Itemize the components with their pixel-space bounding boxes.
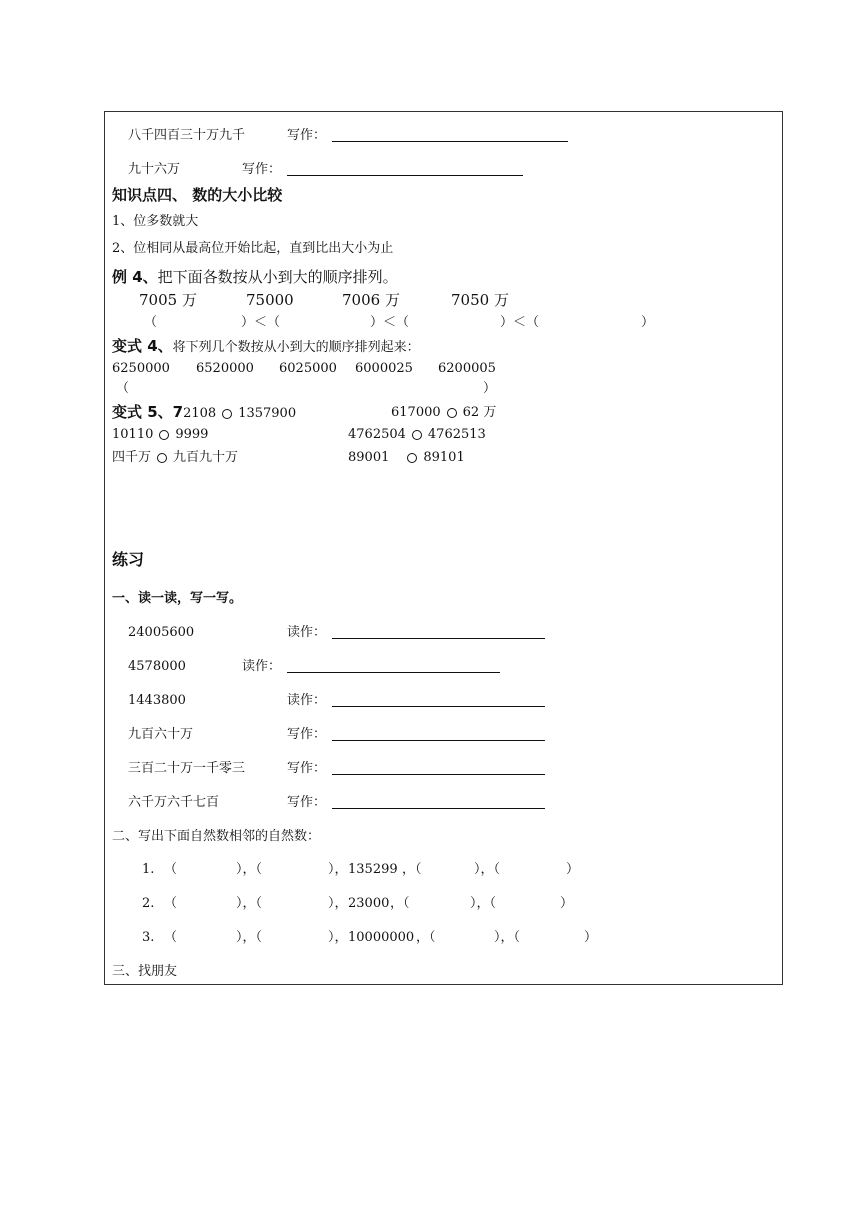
neighbor-item-1-sep: ），（	[236, 862, 263, 877]
variant5-pair-1-a: 2108	[183, 406, 217, 421]
example4-num-1: 7005 万	[139, 291, 197, 309]
answer-line[interactable]	[287, 175, 523, 176]
answer-line[interactable]	[332, 706, 545, 707]
variant5-pair-4-b: 4762513	[427, 427, 486, 442]
practice-row-5-label: 三百二十万一千零三	[128, 761, 246, 776]
variant5-pair-2-b: 62 万	[462, 405, 497, 420]
answer-line[interactable]	[332, 740, 545, 741]
variant5-pair-3	[112, 427, 208, 443]
neighbor-item-1-open: （	[164, 862, 178, 877]
variant5-pair-2-a: 617000	[391, 405, 441, 420]
example4-bracket-sep-2: ）＜（	[370, 315, 410, 330]
practice-title: 练习	[112, 550, 145, 569]
write-row-2-prompt: 写作：	[242, 162, 282, 177]
neighbor-item-3-close: ）	[584, 930, 598, 945]
compare-circle[interactable]	[412, 430, 422, 440]
variant4-bracket-open: （	[116, 381, 130, 396]
variant4-num-2: 6520000	[196, 361, 254, 376]
variant5-pair-4-a: 4762504	[348, 427, 406, 442]
neighbor-item-1-num: 135299	[348, 862, 398, 877]
neighbor-item-2-sep3: ），（	[470, 896, 497, 911]
variant5-pair-1	[112, 404, 296, 422]
neighbor-item-2-open2: ，（	[390, 896, 410, 911]
neighbor-item-1-close: ）	[566, 862, 580, 877]
neighbor-item-3-idx: 3.	[142, 930, 155, 945]
practice-row-2-label: 4578000	[128, 659, 186, 674]
neighbor-item-1-sep3: ），（	[474, 862, 501, 877]
neighbor-item-3-open: （	[164, 930, 178, 945]
example4-bracket-close: ）	[641, 315, 655, 330]
knowledge4-rule1: 1、位多数就大	[112, 214, 199, 229]
variant4-num-4: 6000025	[355, 361, 413, 376]
neighbor-item-2-close: ）	[560, 896, 574, 911]
compare-circle[interactable]	[447, 408, 457, 418]
write-row-1-label: 八千四百三十万九千	[128, 128, 246, 143]
neighbor-item-1-open2: ，（	[402, 862, 422, 877]
neighbor-item-3-num: 10000000	[348, 930, 415, 945]
variant4-num-1: 6250000	[112, 361, 170, 376]
variant5-pair-5-a: 四千万	[112, 450, 152, 465]
variant4-line	[112, 338, 420, 356]
variant5-pair-1-b: 1357900	[238, 406, 297, 421]
answer-line[interactable]	[332, 808, 545, 809]
knowledge4-rule2: 2、位相同从最高位开始比起，直到比出大小为止	[112, 241, 394, 256]
neighbor-item-2-idx: 2.	[142, 896, 155, 911]
neighbor-item-3-sep: ），（	[236, 930, 263, 945]
practice-row-6-label: 六千万六千七百	[128, 795, 220, 810]
compare-circle[interactable]	[407, 453, 417, 463]
variant4-label: 变式 4、	[112, 337, 173, 355]
example4-text: 把下面各数按从小到大的顺序排列。	[157, 268, 398, 286]
answer-line[interactable]	[332, 774, 545, 775]
answer-line[interactable]	[332, 141, 568, 142]
answer-line[interactable]	[332, 638, 545, 639]
practice-row-2-prompt: 读作：	[242, 659, 282, 674]
practice-part3-title: 三、找朋友	[112, 964, 178, 979]
practice-row-6-prompt: 写作：	[287, 795, 327, 810]
neighbor-item-3-sep2: ），	[328, 930, 348, 945]
neighbor-item-1-sep2: ），	[328, 862, 348, 877]
variant5-pair-2	[391, 405, 496, 421]
variant5-pair-3-b: 9999	[175, 427, 209, 442]
neighbor-item-3-sep3: ），（	[494, 930, 521, 945]
write-row-1-prompt: 写作：	[287, 128, 327, 143]
example4-bracket-open: （	[144, 315, 158, 330]
practice-row-3-label: 1443800	[128, 693, 186, 708]
variant4-num-3: 6025000	[279, 361, 337, 376]
compare-circle[interactable]	[157, 453, 167, 463]
practice-row-4-prompt: 写作：	[287, 727, 327, 742]
neighbor-item-2-sep: ），（	[236, 896, 263, 911]
example4-line	[112, 268, 398, 286]
variant5-lead: 7	[172, 403, 184, 421]
knowledge4-title: 知识点四、 数的大小比较	[112, 186, 283, 204]
variant5-pair-5-b: 九百九十万	[173, 450, 239, 465]
compare-circle[interactable]	[222, 409, 232, 419]
variant5-label: 变式 5、	[112, 403, 173, 421]
neighbor-item-2-sep2: ），	[328, 896, 348, 911]
variant5-pair-6	[348, 450, 465, 466]
variant5-pair-5	[112, 450, 238, 466]
practice-row-1-label: 24005600	[128, 625, 195, 640]
write-row-2-label: 九十六万	[128, 162, 181, 177]
variant5-pair-6-b: 89101	[423, 450, 465, 465]
neighbor-item-2-num: 23000	[348, 896, 390, 911]
variant4-num-5: 6200005	[438, 361, 496, 376]
practice-part2-title: 二、写出下面自然数相邻的自然数：	[112, 829, 321, 844]
example4-label: 例 4、	[112, 268, 158, 286]
example4-bracket-sep-1: ）＜（	[241, 315, 281, 330]
compare-circle[interactable]	[159, 430, 169, 440]
variant5-pair-3-a: 10110	[112, 427, 154, 442]
answer-line[interactable]	[287, 672, 500, 673]
neighbor-item-2-open: （	[164, 896, 178, 911]
example4-num-2: 75000	[246, 291, 294, 309]
practice-row-5-prompt: 写作：	[287, 761, 327, 776]
practice-part1-title: 一、读一读，写一写。	[112, 591, 243, 606]
variant4-bracket-close: ）	[483, 381, 497, 396]
practice-row-1-prompt: 读作：	[287, 625, 327, 640]
example4-num-4: 7050 万	[451, 291, 509, 309]
variant5-pair-4	[348, 427, 486, 443]
practice-row-3-prompt: 读作：	[287, 693, 327, 708]
variant4-text: 将下列几个数按从小到大的顺序排列起来：	[172, 340, 420, 355]
variant5-pair-6-a: 89001	[348, 450, 390, 465]
neighbor-item-3-open2: ，（	[416, 930, 436, 945]
neighbor-item-1-idx: 1.	[142, 862, 155, 877]
practice-row-4-label: 九百六十万	[128, 727, 194, 742]
example4-num-3: 7006 万	[342, 291, 400, 309]
example4-bracket-sep-3: ）＜（	[500, 315, 540, 330]
